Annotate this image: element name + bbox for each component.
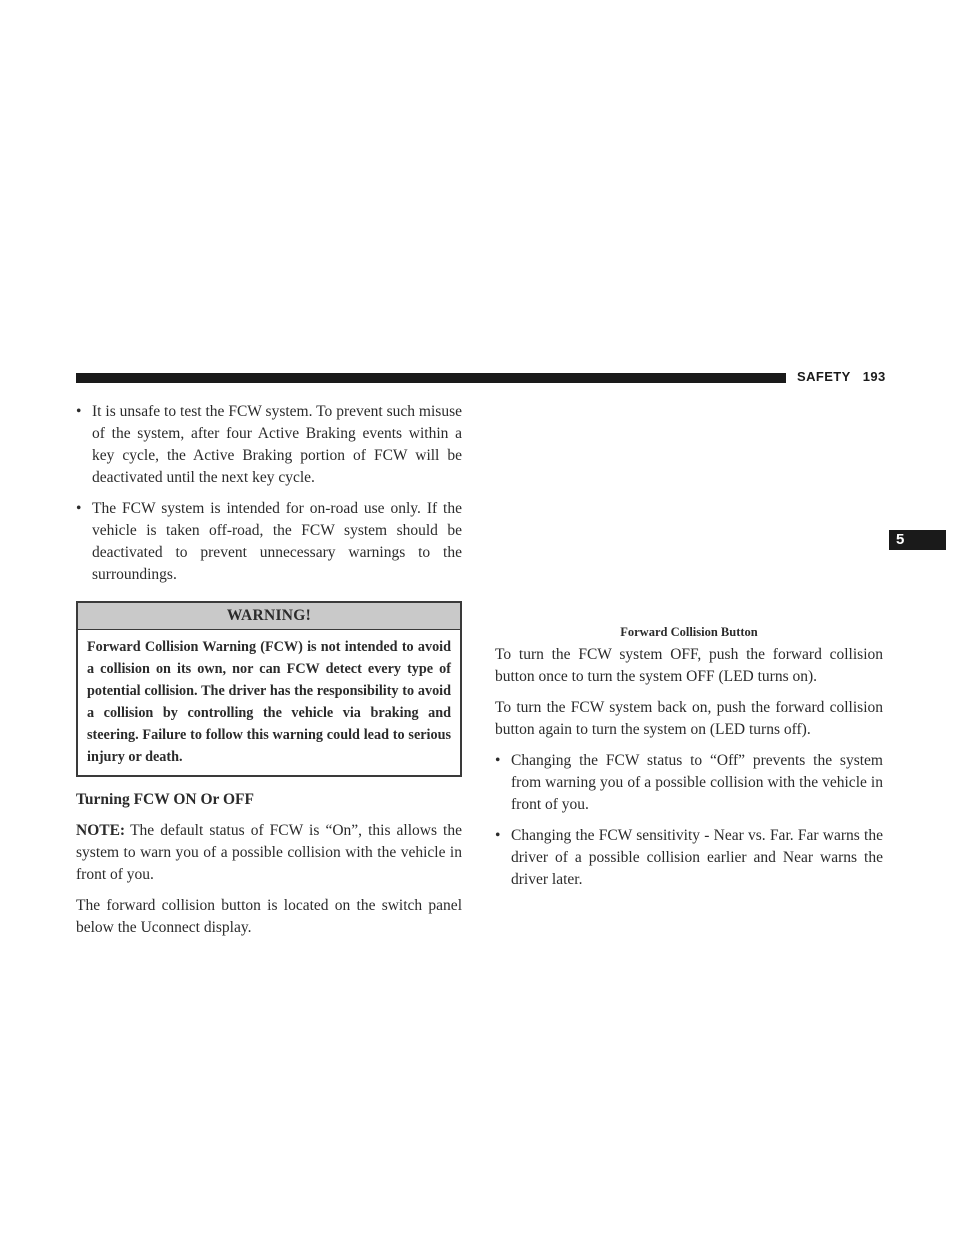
body-paragraph: To turn the FCW system OFF, push the forward collision button once to turn the system OFF (LED turns on).	[495, 646, 883, 685]
note-paragraph	[76, 820, 462, 886]
bullet-text: Changing the FCW status to “Off” prevents the system from warning you of a possible collision with the vehicle in front of you.	[511, 752, 883, 813]
note-text: The default status of FCW is “On”, this allows the system to warn you of a possible collision with the vehicle in front of you.	[76, 822, 462, 883]
section-heading: Turning FCW ON Or OFF	[76, 791, 254, 808]
running-header	[797, 369, 886, 384]
list-item	[76, 401, 462, 489]
bullet-icon: •	[495, 752, 501, 769]
bullet-text: Changing the FCW sensitivity - Near vs. Far. Far warns the driver of a possible collision earlier and Near warns the driver later.	[511, 827, 883, 888]
bullet-icon: •	[76, 500, 82, 517]
right-column	[495, 624, 883, 900]
bullet-icon: •	[495, 827, 501, 844]
page-number: 193	[862, 369, 886, 384]
bullet-text: It is unsafe to test the FCW system. To prevent such misuse of the system, after four Active Braking events within a key cycle, the Active Braking portion of FCW will be deactivated until the next key cycle.	[92, 403, 462, 486]
list-item	[495, 825, 883, 891]
body-paragraph: The forward collision button is located on the switch panel below the Uconnect display.	[76, 897, 462, 936]
bullet-text: The FCW system is intended for on-road use only. If the vehicle is taken off-road, the FCW system should be deactivated to prevent unnecessary warnings to the surroundings.	[92, 500, 462, 583]
list-item	[76, 498, 462, 586]
warning-title: WARNING!	[78, 603, 460, 630]
left-column	[76, 401, 462, 948]
list-item	[495, 750, 883, 816]
header-rule	[76, 373, 786, 383]
chapter-tab: 5	[889, 530, 946, 550]
section-title: SAFETY	[797, 369, 851, 384]
bullet-icon: •	[76, 403, 82, 420]
figure-caption: Forward Collision Button	[620, 625, 758, 639]
warning-box	[76, 601, 462, 777]
note-label: NOTE:	[76, 822, 126, 839]
body-paragraph: To turn the FCW system back on, push the forward collision button again to turn the system on (LED turns off).	[495, 699, 883, 738]
warning-body: Forward Collision Warning (FCW) is not intended to avoid a collision on its own, nor can FCW detect every type of potential collision. The driver has the responsibility to avoid a collision by controlling the vehicle via braking and steering. Failure to follow this warning could lead to serious injury or death.	[87, 639, 451, 765]
